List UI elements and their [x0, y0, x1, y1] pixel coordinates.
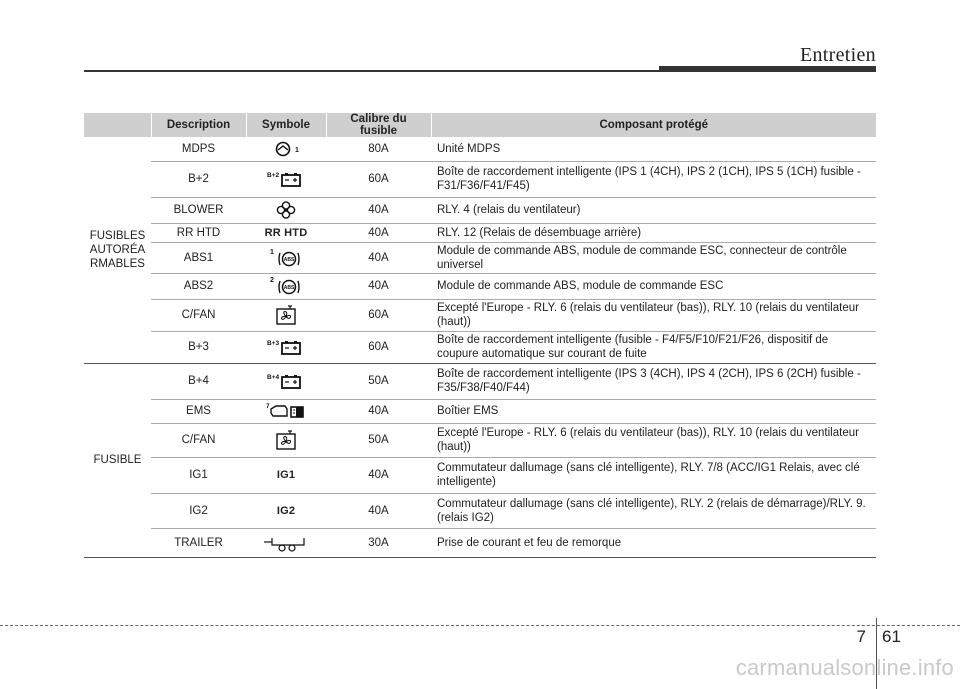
fuse-description: IG2 — [151, 493, 246, 528]
fuse-description: IG1 — [151, 457, 246, 493]
table-header-row — [84, 113, 876, 137]
fuse-symbol-text — [246, 457, 326, 493]
symbol-label: RR HTD — [264, 226, 308, 239]
fuse-description: ABS1 — [151, 242, 246, 273]
svg-text:B+2: B+2 — [267, 172, 280, 179]
table-row — [84, 363, 876, 399]
fuse-rating: 40A — [326, 223, 431, 242]
symbol-label: IG1 — [276, 469, 296, 481]
header-description: Description — [151, 113, 246, 137]
svg-text:7: 7 — [266, 403, 270, 410]
fuse-rating: 80A — [326, 137, 431, 161]
table-row — [84, 223, 876, 242]
fuse-table-body — [84, 137, 876, 557]
fuse-rating: 30A — [326, 528, 431, 557]
table-row — [84, 242, 876, 273]
fuse-table — [84, 113, 876, 558]
table-row — [84, 331, 876, 363]
section-title: Entretien — [799, 44, 876, 66]
table-row — [84, 457, 876, 493]
fuse-rating: 40A — [326, 273, 431, 299]
table-row — [84, 528, 876, 557]
fuse-group-label: FUSIBLE — [84, 363, 151, 557]
protected-component: Excepté l'Europe - RLY. 6 (relais du ventilateur (bas)), RLY. 10 (relais du ventilateur (haut)) — [431, 299, 876, 331]
cooling-fan-icon — [246, 299, 326, 331]
header-component: Composant protégé — [431, 113, 876, 137]
header-group-cell — [84, 113, 151, 137]
table-row — [84, 197, 876, 223]
svg-text:ABS: ABS — [283, 256, 295, 263]
fan-icon — [246, 197, 326, 223]
battery-icon — [246, 161, 326, 197]
fuse-symbol-text — [246, 223, 326, 242]
fuse-description: C/FAN — [151, 423, 246, 457]
table-row — [84, 399, 876, 423]
protected-component: Boîte de raccordement intelligente (IPS 1 (4CH), IPS 2 (1CH), IPS 5 (1CH) fusible - F31/F36/F41/F45) — [431, 161, 876, 197]
fuse-description: B+4 — [151, 363, 246, 399]
fuse-rating: 40A — [326, 457, 431, 493]
fuse-rating: 40A — [326, 197, 431, 223]
fuse-description: MDPS — [151, 137, 246, 161]
cooling-fan-icon — [246, 423, 326, 457]
svg-text:2: 2 — [270, 277, 274, 284]
fuse-rating: 40A — [326, 493, 431, 528]
watermark: carmanualsonline.info — [735, 655, 954, 680]
fuse-description: ABS2 — [151, 273, 246, 299]
fuse-description: BLOWER — [151, 197, 246, 223]
fuse-group-label: FUSIBLES AUTORÉA RMABLES — [84, 137, 151, 363]
chapter-number: 7 — [856, 627, 866, 646]
table-row — [84, 137, 876, 161]
table-row — [84, 273, 876, 299]
fuse-description: RR HTD — [151, 223, 246, 242]
fuse-description: B+3 — [151, 331, 246, 363]
protected-component: Boîtier EMS — [431, 399, 876, 423]
svg-text:B+3: B+3 — [267, 340, 280, 347]
protected-component: Commutateur dallumage (sans clé intelligente), RLY. 2 (relais de démarrage)/RLY. 9.(relais IG2) — [431, 493, 876, 528]
engine-icon — [246, 399, 326, 423]
svg-text:1: 1 — [270, 248, 274, 256]
table-row — [84, 423, 876, 457]
svg-text:B+4: B+4 — [267, 374, 280, 381]
abs-icon — [246, 242, 326, 273]
header-rule-thin — [84, 70, 659, 72]
footer-line — [0, 625, 960, 626]
fuse-symbol-text — [246, 493, 326, 528]
protected-component: Module de commande ABS, module de commande ESC, connecteur de contrôle universel — [431, 242, 876, 273]
header-rule-thick — [659, 66, 876, 72]
trailer-icon — [246, 528, 326, 557]
protected-component: Excepté l'Europe - RLY. 6 (relais du ventilateur (bas)), RLY. 10 (relais du ventilateur (haut)) — [431, 423, 876, 457]
fuse-description: B+2 — [151, 161, 246, 197]
battery-icon — [246, 363, 326, 399]
mdps-icon — [246, 137, 326, 161]
svg-text:1: 1 — [295, 146, 299, 154]
fuse-rating: 40A — [326, 399, 431, 423]
svg-text:ABS: ABS — [283, 285, 295, 291]
symbol-label: IG2 — [276, 504, 296, 517]
protected-component: Prise de courant et feu de remorque — [431, 528, 876, 557]
protected-component: Module de commande ABS, module de commande ESC — [431, 273, 876, 299]
table-row — [84, 299, 876, 331]
fuse-rating: 50A — [326, 363, 431, 399]
protected-component: Commutateur dallumage (sans clé intelligente), RLY. 7/8 (ACC/IG1 Relais, avec clé intelligente) — [431, 457, 876, 493]
fuse-rating: 40A — [326, 242, 431, 273]
fuse-description: EMS — [151, 399, 246, 423]
fuse-description: TRAILER — [151, 528, 246, 557]
abs-icon — [246, 273, 326, 299]
fuse-rating: 60A — [326, 299, 431, 331]
header-symbol: Symbole — [246, 113, 326, 137]
fuse-description: C/FAN — [151, 299, 246, 331]
protected-component: Boîte de raccordement intelligente (fusible - F4/F5/F10/F21/F26, dispositif de coupure automatique sur courant de fuite — [431, 331, 876, 363]
protected-component: RLY. 12 (Relais de désembuage arrière) — [431, 223, 876, 242]
battery-icon — [246, 331, 326, 363]
fuse-rating: 60A — [326, 161, 431, 197]
header-rating: Calibre du fusible — [326, 113, 431, 137]
table-row — [84, 161, 876, 197]
protected-component: Unité MDPS — [431, 137, 876, 161]
protected-component: Boîte de raccordement intelligente (IPS 3 (4CH), IPS 4 (2CH), IPS 6 (2CH) fusible - F35/F38/F40/F44) — [431, 363, 876, 399]
fuse-rating: 60A — [326, 331, 431, 363]
table-row — [84, 493, 876, 528]
protected-component: RLY. 4 (relais du ventilateur) — [431, 197, 876, 223]
fuse-rating: 50A — [326, 423, 431, 457]
page-number: 61 — [882, 627, 901, 646]
